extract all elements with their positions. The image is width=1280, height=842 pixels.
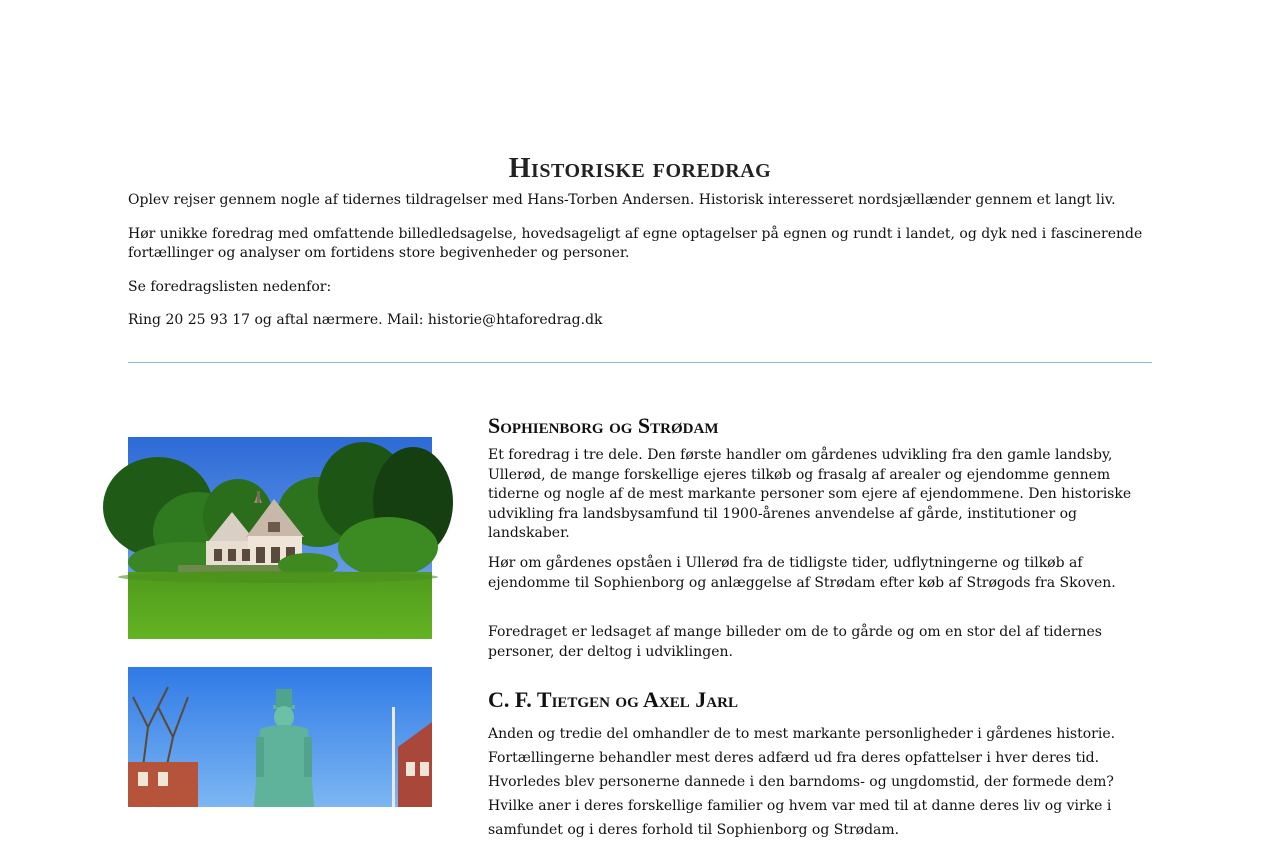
intro-section [128,191,1152,345]
intro-paragraph-2: Hør unikke foredrag med omfattende billedledsagelse, hovedsageligt af egne optagelser på egnen og rundt i landet, og dyk ned i fascinerende fortællinger og analyser om fortidens store begivenheder og personer. [128,225,1143,261]
contact-phone-text: Ring 20 25 93 17 og aftal nærmere. Mail: [128,312,428,328]
lecture-paragraph: Anden og tredie del omhandler de to mest markante personligheder i gårdenes historie. Fortællingerne behandler mest deres adfærd ud fra deres opfattelser i hver deres tid. Hvorledes blev personerne dannede i den barndoms- og ungdomstid, der formede dem? Hvilke aner i deres forskellige familier og hvem var med til at danne deres liv og virke i samfundet og i deres forhold til Sophienborg og Strødam. [488,726,1116,838]
page-title: Historiske foredrag [508,153,772,184]
house-illustration [128,437,432,639]
contact-line [128,311,1152,331]
lecture-paragraph: Hør om gårdenes opståen i Ullerød fra de tidligste tider, udflytningerne og tilkøb af ejendomme til Sophienborg og anlæggelse af Strødam efter køb af Strøgods fra Skoven. [488,555,1116,591]
email-link[interactable]: historie@htaforedrag.dk [427,312,603,328]
lecture-title-tietgen: C. F. Tietgen og Axel Jarl [488,687,738,712]
lecture-title-sophienborg: Sophienborg og Strødam [488,413,719,438]
tietgen-statue-photo [128,667,432,807]
intro-paragraph-3: Se foredragslisten nedenfor: [128,278,332,295]
sophienborg-photo [128,437,432,639]
intro-paragraph-1: Oplev rejser gennem nogle af tidernes tildragelser med Hans-Torben Andersen. Historisk interesseret nordsjællænder gennem et langt liv. [128,192,1116,208]
lecture-paragraph: Foredraget er ledsaget af mange billeder om de to gårde og om en stor del af tidernes personer, der deltog i udviklingen. [488,624,1102,660]
statue-illustration [128,667,432,807]
section-divider [128,362,1152,363]
lecture-paragraph: Et foredrag i tre dele. Den første handler om gårdenes udvikling fra den gamle landsby, Ullerød, de mange forskellige ejeres tilkøb og frasalg af arealer og ejendomme gennem tiderne og nogle af de mest markante personer som ejere af ejendommene. Den historiske udvikling fra landsbysamfund til 1900-årenes anvendelse af gårde, institutioner og landskaber. [488,447,1132,541]
